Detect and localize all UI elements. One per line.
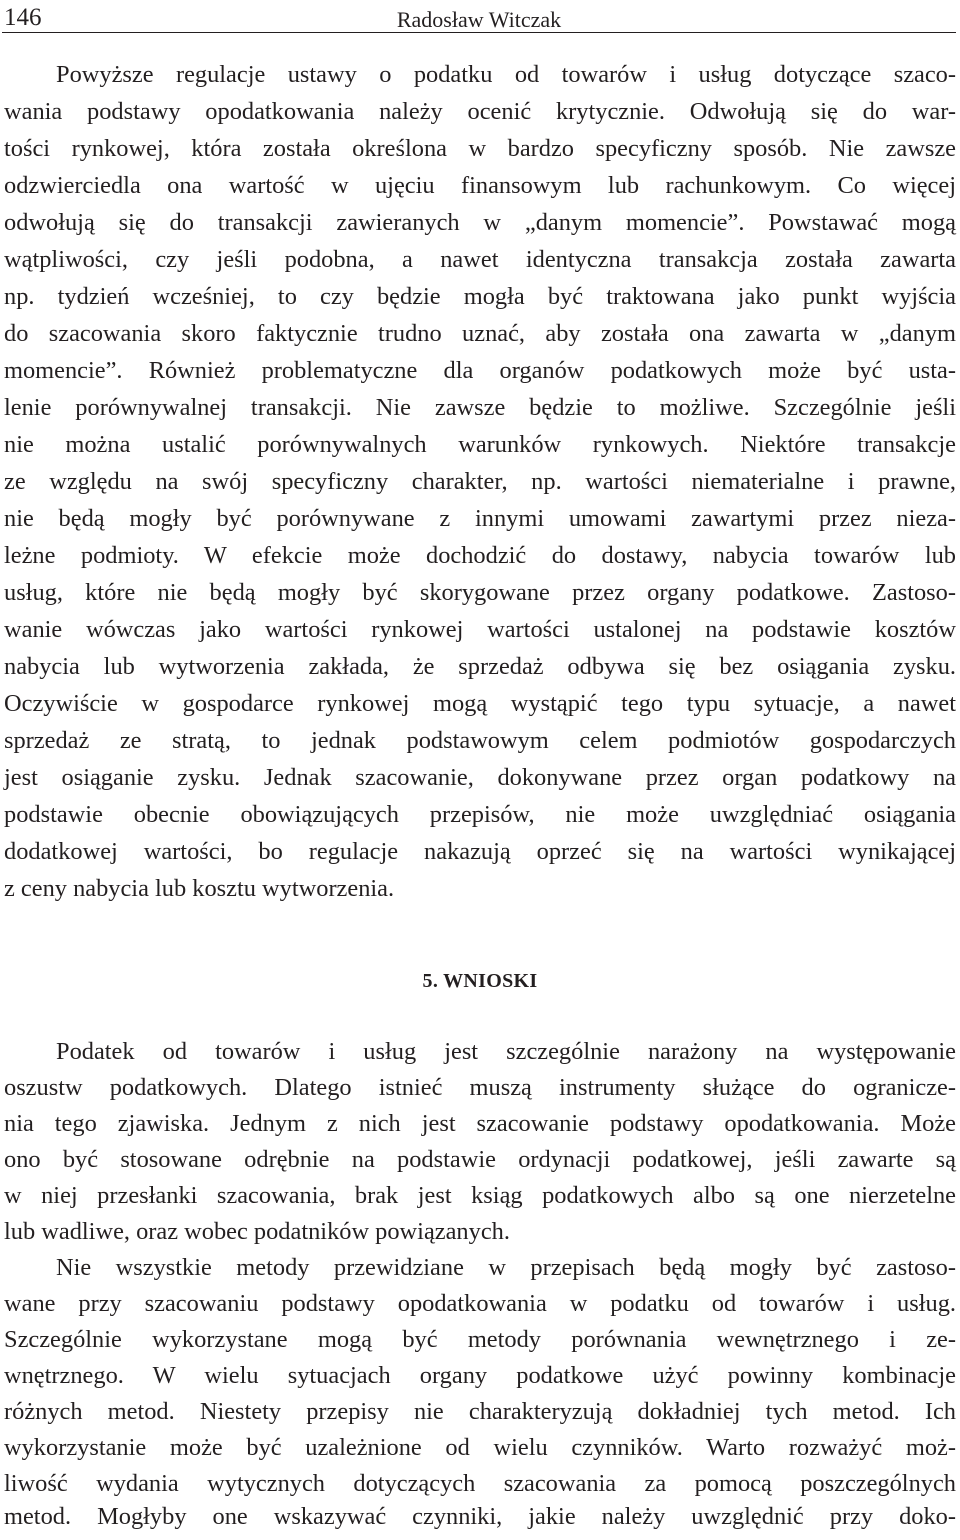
text-line: nia tego zjawiska. Jednym z nich jest szacowanie podstawy opodatkowania. Może bbox=[4, 1110, 956, 1137]
text-line: liwość wydania wytycznych dotyczących szacowania za pomocą poszczególnych bbox=[4, 1470, 956, 1497]
text-line: podstawie obecnie obowiązujących przepisów, nie może uwzględniać osiągania bbox=[4, 801, 956, 828]
text-line: ze względu na swój specyficzny charakter, np. wartości niematerialne i prawne, bbox=[4, 468, 956, 495]
text-line: np. tydzień wcześniej, to czy będzie mogła być traktowana jako punkt wyjścia bbox=[4, 283, 956, 310]
text-line: ono być stosowane odrębnie na podstawie ordynacji podatkowej, jeśli zawarte są bbox=[4, 1146, 956, 1173]
text-line: Szczególnie wykorzystane mogą być metody porównania wewnętrznego i ze- bbox=[4, 1326, 956, 1353]
text-line: dodatkowej wartości, bo regulacje nakazują oprzeć się na wartości wynikającej bbox=[4, 838, 956, 865]
text-line: Powyższe regulacje ustawy o podatku od towarów i usług dotyczące szaco- bbox=[56, 61, 956, 88]
text-line: Podatek od towarów i usług jest szczególnie narażony na występowanie bbox=[56, 1038, 956, 1065]
text-line: Nie wszystkie metody przewidziane w przepisach będą mogły być zastoso- bbox=[56, 1254, 956, 1281]
text-line: w niej przesłanki szacowania, brak jest ksiąg podatkowych albo są one nierzetelne bbox=[4, 1182, 956, 1209]
text-line: nie będą mogły być porównywane z innymi umowami zawartymi przez nieza- bbox=[4, 505, 956, 532]
running-head bbox=[2, 4, 956, 33]
text-line: różnych metod. Niestety przepisy nie charakteryzują dokładniej tych metod. Ich bbox=[4, 1398, 956, 1425]
text-line: lenie porównywalnej transakcji. Nie zawsze będzie to możliwe. Szczególnie jeśli bbox=[4, 394, 956, 421]
text-line: tości rynkowej, która została określona w bardzo specyficzny sposób. Nie zawsze bbox=[4, 135, 956, 162]
text-line: wania podstawy opodatkowania należy ocenić krytycznie. Odwołują się do war- bbox=[4, 98, 956, 125]
text-line: nabycia lub wytworzenia zakłada, że sprzedaż odbywa się bez osiągania zysku. bbox=[4, 653, 956, 680]
text-line: oszustw podatkowych. Dlatego istnieć muszą instrumenty służące do ogranicze- bbox=[4, 1074, 956, 1101]
text-line: z ceny nabycia lub kosztu wytworzenia. bbox=[4, 875, 395, 902]
text-line: sprzedaż ze stratą, to jednak podstawowym celem podmiotów gospodarczych bbox=[4, 727, 956, 754]
running-head-author: Radosław Witczak bbox=[396, 7, 562, 32]
text-line: lub wadliwe, oraz wobec podatników powiązanych. bbox=[4, 1218, 510, 1245]
text-line: do szacowania skoro faktycznie trudno uznać, aby została ona zawarta w „danym bbox=[4, 320, 956, 347]
text-line: wane przy szacowaniu podstawy opodatkowania w podatku od towarów i usług. bbox=[4, 1290, 956, 1317]
text-line: wanie wówczas jako wartości rynkowej wartości ustalonej na podstawie kosztów bbox=[4, 616, 956, 643]
text-line: wykorzystanie może być uzależnione od wielu czynników. Warto rozważyć moż- bbox=[4, 1434, 956, 1461]
text-line: usług, które nie będą mogły być skorygowane przez organy podatkowe. Zastoso- bbox=[4, 579, 956, 606]
section-heading: 5. WNIOSKI bbox=[422, 970, 538, 992]
page-number: 146 bbox=[4, 4, 42, 31]
text-line: Oczywiście w gospodarce rynkowej mogą wystąpić tego typu sytuacje, a nawet bbox=[4, 690, 956, 717]
text-line: odwołują się do transakcji zawieranych w „danym momencie”. Powstawać mogą bbox=[4, 209, 956, 236]
text-line: nie można ustalić porównywalnych warunków rynkowych. Niektóre transakcje bbox=[4, 431, 956, 458]
text-line: wątpliwości, czy jeśli podobna, a nawet identyczna transakcja została zawarta bbox=[4, 246, 956, 273]
text-line: leżne podmioty. W efekcie może dochodzić do dostawy, nabycia towarów lub bbox=[4, 542, 956, 569]
text-line: wnętrznego. W wielu sytuacjach organy podatkowe użyć powinny kombinacje bbox=[4, 1362, 956, 1389]
text-line: jest osiąganie zysku. Jednak szacowanie, dokonywane przez organ podatkowy na bbox=[4, 764, 956, 791]
text-line: odzwierciedla ona wartość w ujęciu finansowym lub rachunkowym. Co więcej bbox=[4, 172, 956, 199]
text-line: metod. Mogłyby one wskazywać czynniki, jakie należy uwzględnić przy doko- bbox=[4, 1503, 956, 1530]
text-line: momencie”. Również problematyczne dla organów podatkowych może być usta- bbox=[4, 357, 956, 384]
